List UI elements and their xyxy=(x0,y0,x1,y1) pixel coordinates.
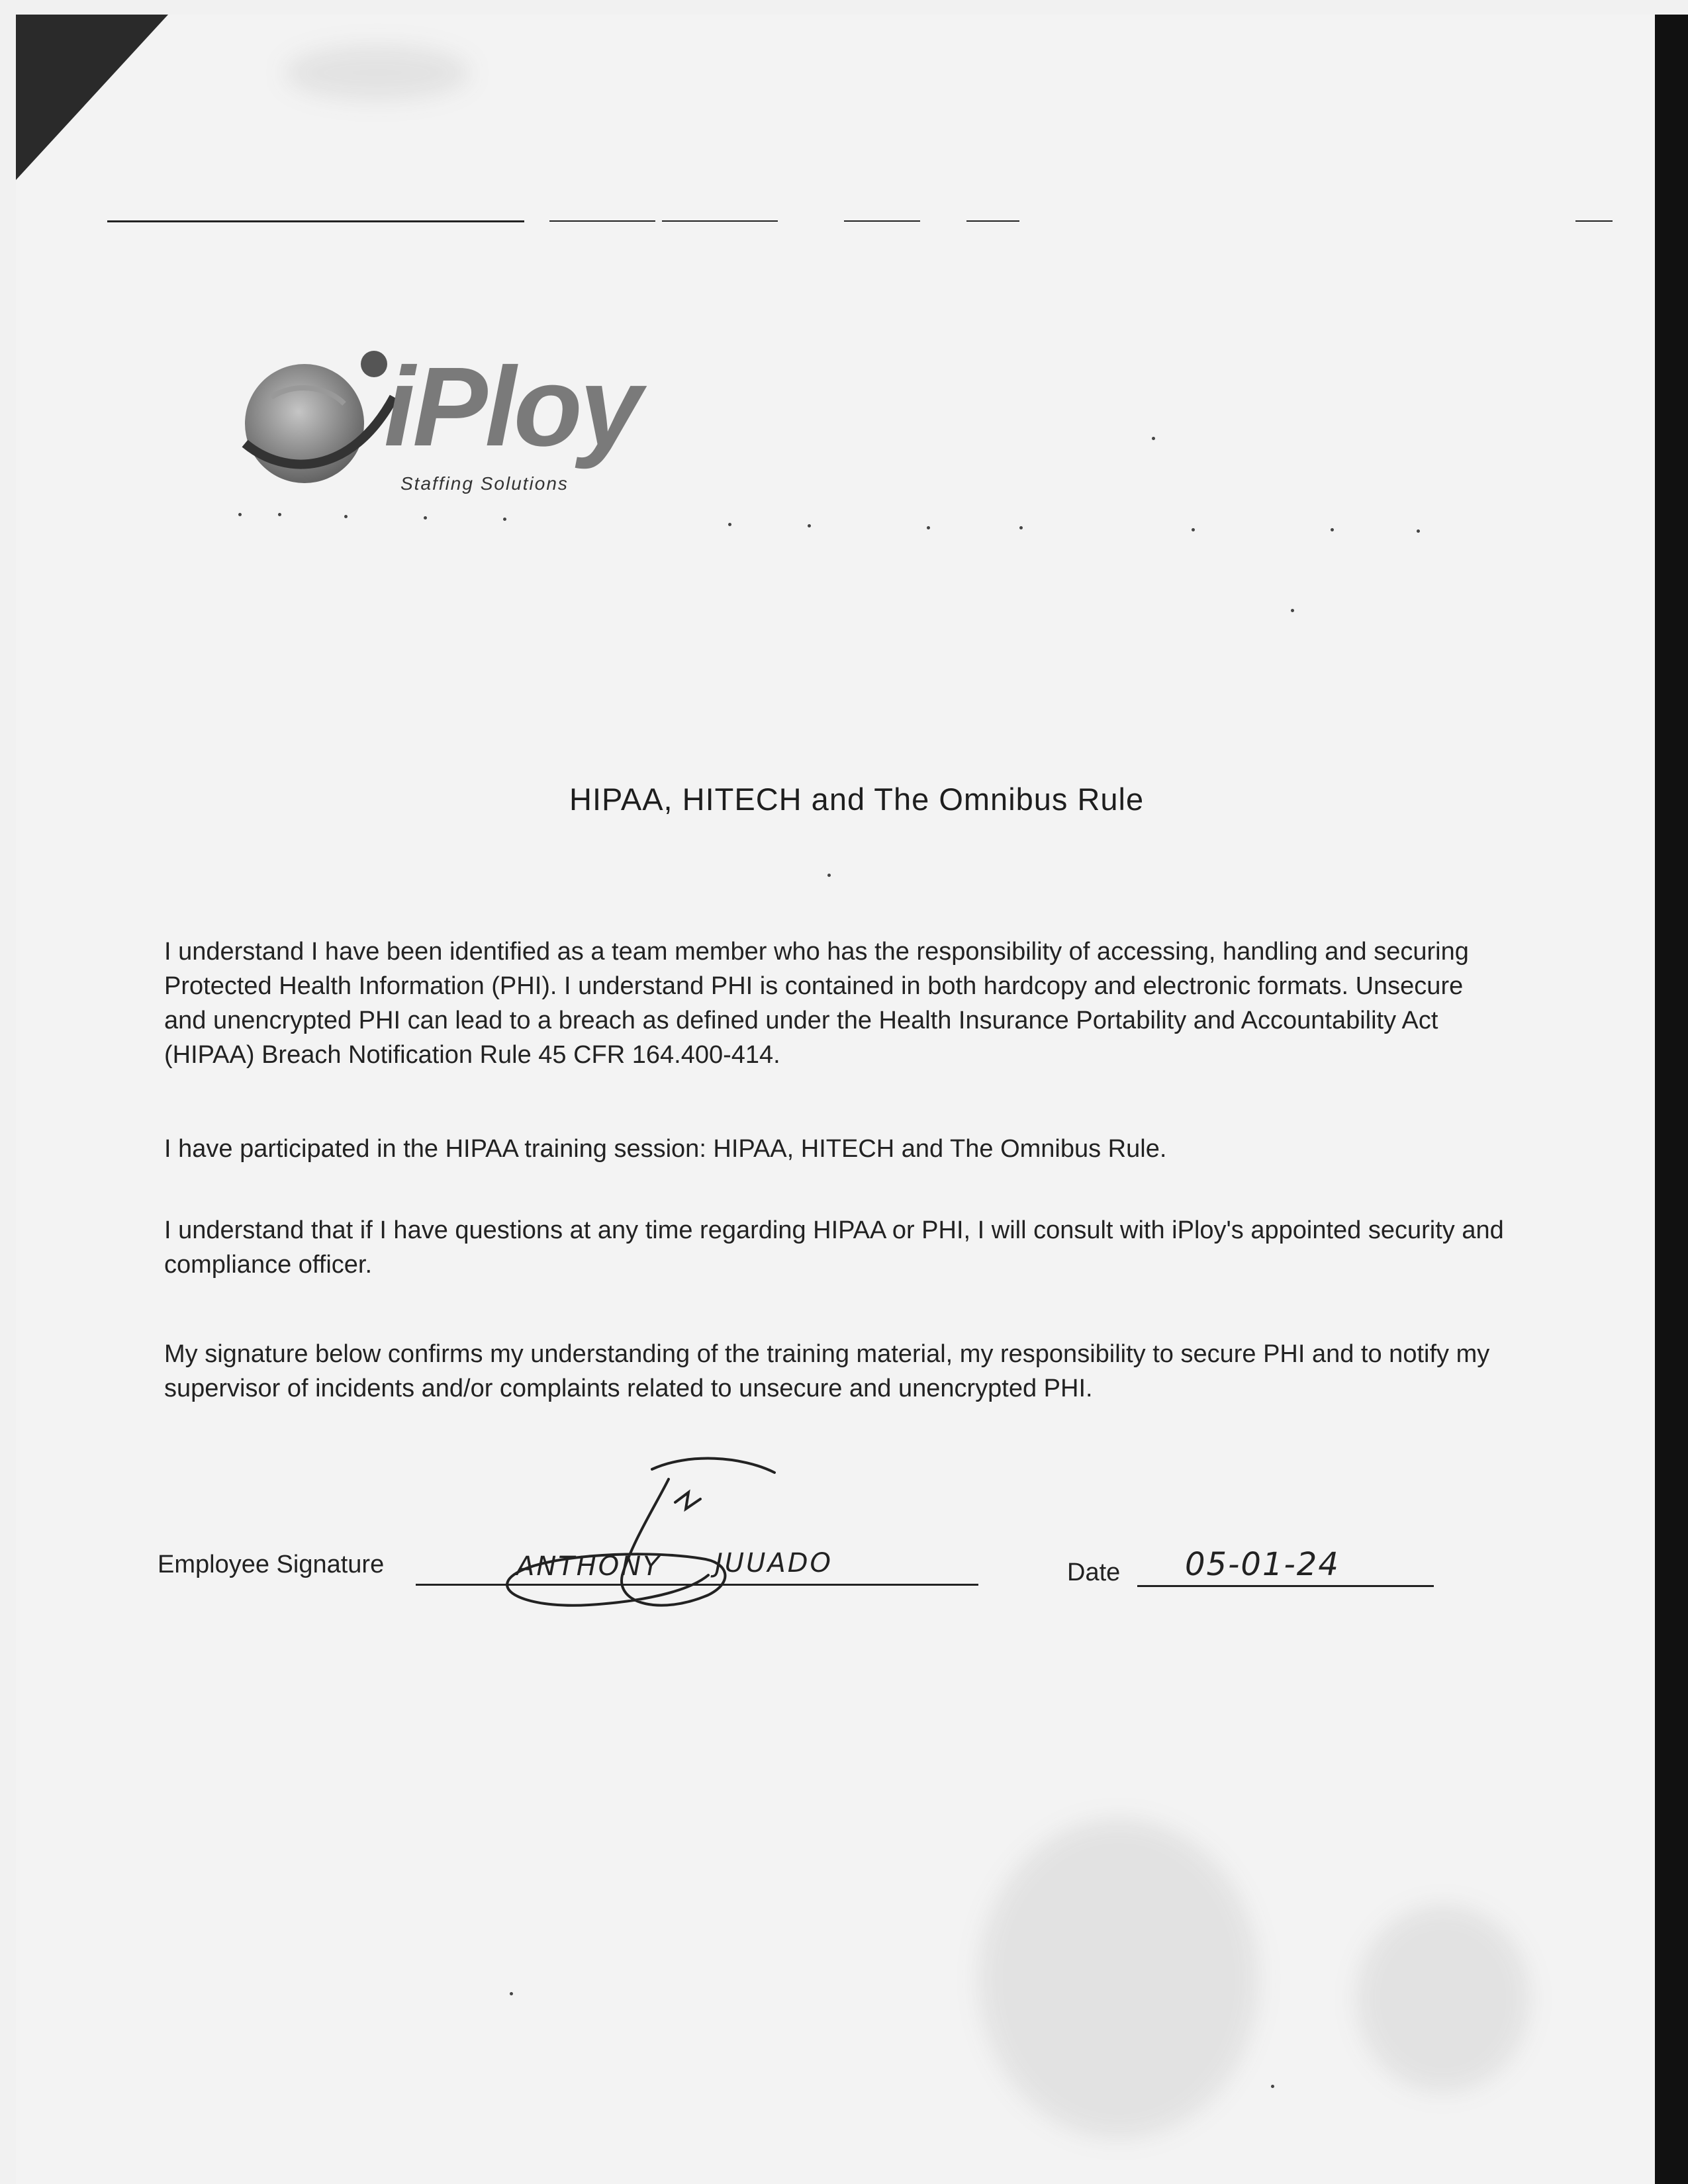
dot xyxy=(927,526,930,529)
dot xyxy=(1192,528,1195,531)
dot xyxy=(503,518,506,521)
dot xyxy=(728,523,731,526)
dot xyxy=(278,513,281,516)
logo-tagline: Staffing Solutions xyxy=(400,473,569,494)
dot xyxy=(827,874,831,877)
paragraph-phi-responsibility: I understand I have been identified as a team member who has the responsibility of accessing, handling and securing Protected Health Information (PHI). I understand PHI is contained in both hardcopy and electronic formats. Unsecure and unencrypted PHI can lead to a breach as defined under the Health Insurance Portability and Accountability Act (HIPAA) Breach Notification Rule 45 CFR 164.400-414. xyxy=(164,938,1469,1069)
logo-wordmark: iPloy xyxy=(384,344,640,470)
handwritten-signature xyxy=(490,1443,953,1615)
top-rule xyxy=(662,220,778,222)
handwritten-date xyxy=(1178,1541,1364,1587)
dot xyxy=(1271,2085,1274,2088)
dot xyxy=(344,515,348,518)
dot xyxy=(238,513,242,516)
top-rule xyxy=(1575,220,1613,222)
top-rule xyxy=(549,220,655,222)
dot xyxy=(510,1992,513,1995)
top-rule xyxy=(107,220,524,222)
dot xyxy=(1019,526,1023,529)
dot xyxy=(1152,437,1155,440)
paragraph-training-participation: I have participated in the HIPAA training session: HIPAA, HITECH and The Omnibus Rule. xyxy=(164,1135,1167,1163)
handwritten-date-text: 05-01-24 xyxy=(1185,1546,1340,1583)
dot xyxy=(1291,609,1294,612)
dot xyxy=(1417,529,1420,533)
scan-edge-shadow xyxy=(1655,15,1688,2184)
top-rule xyxy=(966,220,1019,222)
scanned-page xyxy=(16,15,1655,2184)
dot xyxy=(1331,528,1334,531)
top-rule xyxy=(844,220,920,222)
globe-icon xyxy=(232,344,404,496)
date-label: Date xyxy=(1067,1559,1121,1586)
svg-text:ANTHONY: ANTHONY xyxy=(516,1551,661,1582)
scan-corner-shadow xyxy=(16,15,168,180)
iploy-logo xyxy=(232,344,695,503)
dot xyxy=(424,516,427,520)
paragraph-questions-contact: I understand that if I have questions at any time regarding HIPAA or PHI, I will consult with iPloy's appointed security and compliance officer. xyxy=(164,1216,1504,1279)
document-title: HIPAA, HITECH and The Omnibus Rule xyxy=(569,782,1145,817)
dot xyxy=(808,524,811,527)
paragraph-signature-confirmation: My signature below confirms my understanding of the training material, my responsibility to secure PHI and to notify my supervisor of incidents and/or complaints related to unsecure and unencrypted PHI. xyxy=(164,1340,1490,1402)
svg-text:JUUADO: JUUADO xyxy=(715,1548,833,1578)
scan-smudge xyxy=(1357,1906,1529,2091)
scan-smudge xyxy=(980,1820,1258,2138)
scan-smudge xyxy=(285,46,470,99)
employee-signature-label: Employee Signature xyxy=(158,1551,385,1578)
